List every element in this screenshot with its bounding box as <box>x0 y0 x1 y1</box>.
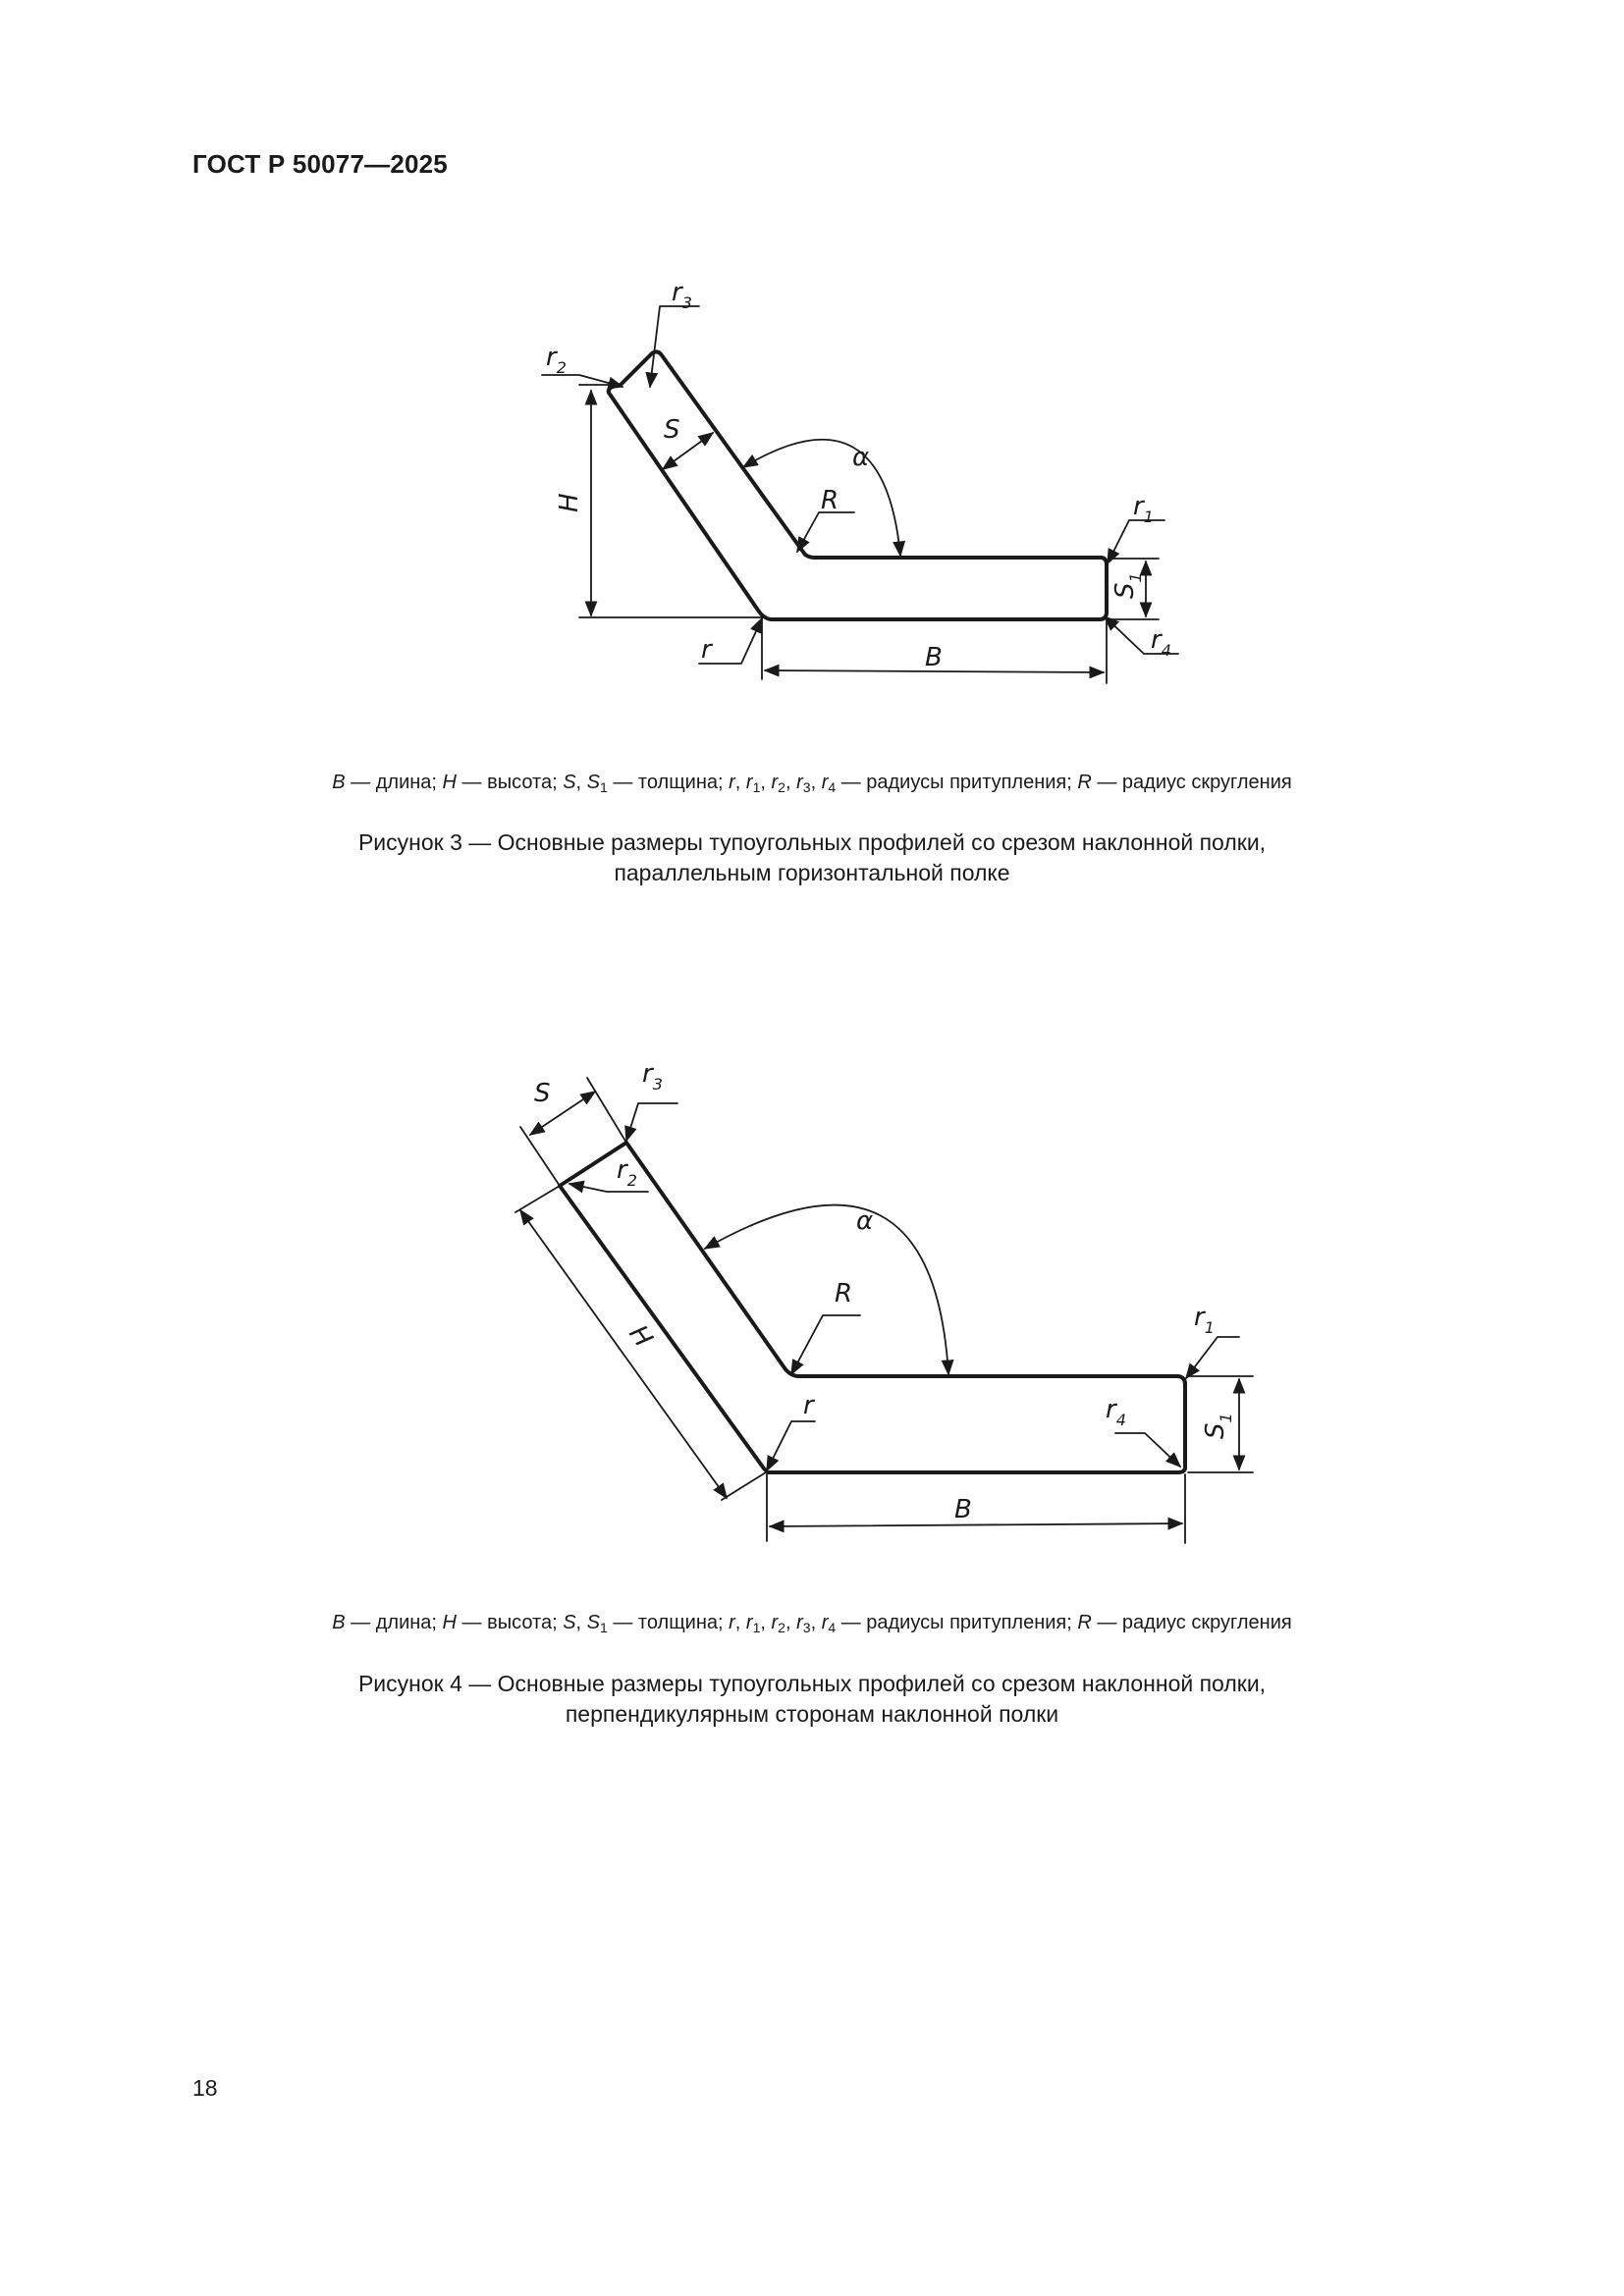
figure-3-caption-line-1: Рисунок 3 — Основные размеры тупоугольных профилей со срезом наклонной полки, <box>357 829 1267 855</box>
figure-4-legend: B — длина; H — высота; S, $S_1$ — толщина; r, $r_1$, $r_2$, $r_3$, $r_4$ — радиусы притупления; R — радиус скругления <box>332 1612 1292 1635</box>
figure-4-caption-line-2: перпендикулярным сторонам наклонной полки <box>565 1701 1059 1727</box>
leader-R <box>791 1315 860 1374</box>
leader-r3 <box>626 1103 677 1141</box>
label-r4: $r_4$ <box>1106 1395 1126 1429</box>
label-R: R <box>821 486 839 515</box>
label-r1: $r_1$ <box>1133 492 1154 526</box>
label-r2: $r_2$ <box>546 343 567 377</box>
angle-alpha-arc <box>705 1205 948 1374</box>
figure-3-caption-line-2: параллельным горизонтальной полке <box>614 860 1010 885</box>
label-B: B <box>954 1495 972 1524</box>
label-S: S <box>664 415 680 445</box>
label-R: R <box>835 1279 853 1308</box>
label-r: r <box>803 1391 814 1420</box>
label-r4: $r_4$ <box>1151 625 1171 660</box>
label-H: H <box>623 1319 659 1354</box>
ext-H-bottom <box>722 1472 766 1500</box>
figure-3-drawing <box>0 0 1624 707</box>
profile-outline <box>560 1143 1185 1472</box>
leader-r4 <box>1115 1433 1180 1467</box>
dim-B-line <box>770 1523 1182 1526</box>
figure-4-caption <box>0 1669 1624 1730</box>
label-r: r <box>701 635 712 665</box>
label-r1: $r_1$ <box>1194 1303 1215 1337</box>
label-S: S <box>534 1079 551 1108</box>
profile-outline <box>609 351 1107 619</box>
label-r3: $r_3$ <box>642 1059 663 1094</box>
ext-S-left <box>520 1127 560 1186</box>
label-S1: $S_1$ <box>1201 1413 1235 1439</box>
leader-r1 <box>1186 1337 1239 1378</box>
label-S1: $S_1$ <box>1110 572 1145 599</box>
label-alpha: α <box>856 1206 874 1236</box>
label-B: B <box>925 643 943 672</box>
leader-r <box>767 1421 815 1470</box>
label-H: H <box>555 493 584 512</box>
dim-H-line <box>520 1210 727 1498</box>
figure-4-drawing <box>0 1041 1624 1571</box>
label-alpha: α <box>852 443 870 472</box>
ext-H-top <box>515 1186 560 1212</box>
leader-r1 <box>1108 520 1164 563</box>
figure-3-caption <box>0 828 1624 888</box>
label-r2: $r_2$ <box>617 1155 637 1190</box>
label-r3: $r_3$ <box>672 278 692 312</box>
ext-S-right <box>587 1078 626 1143</box>
document-id: ГОСТ Р 50077—2025 <box>192 149 448 179</box>
page-number: 18 <box>192 2075 218 2101</box>
figure-4-caption-line-1: Рисунок 4 — Основные размеры тупоугольных профилей со срезом наклонной полки, <box>357 1671 1267 1696</box>
figure-3-legend: B — длина; H — высота; S, $S_1$ — толщина; r, $r_1$, $r_2$, $r_3$, $r_4$ — радиусы притупления; R — радиус скругления <box>332 772 1292 795</box>
leader-R <box>797 512 854 552</box>
